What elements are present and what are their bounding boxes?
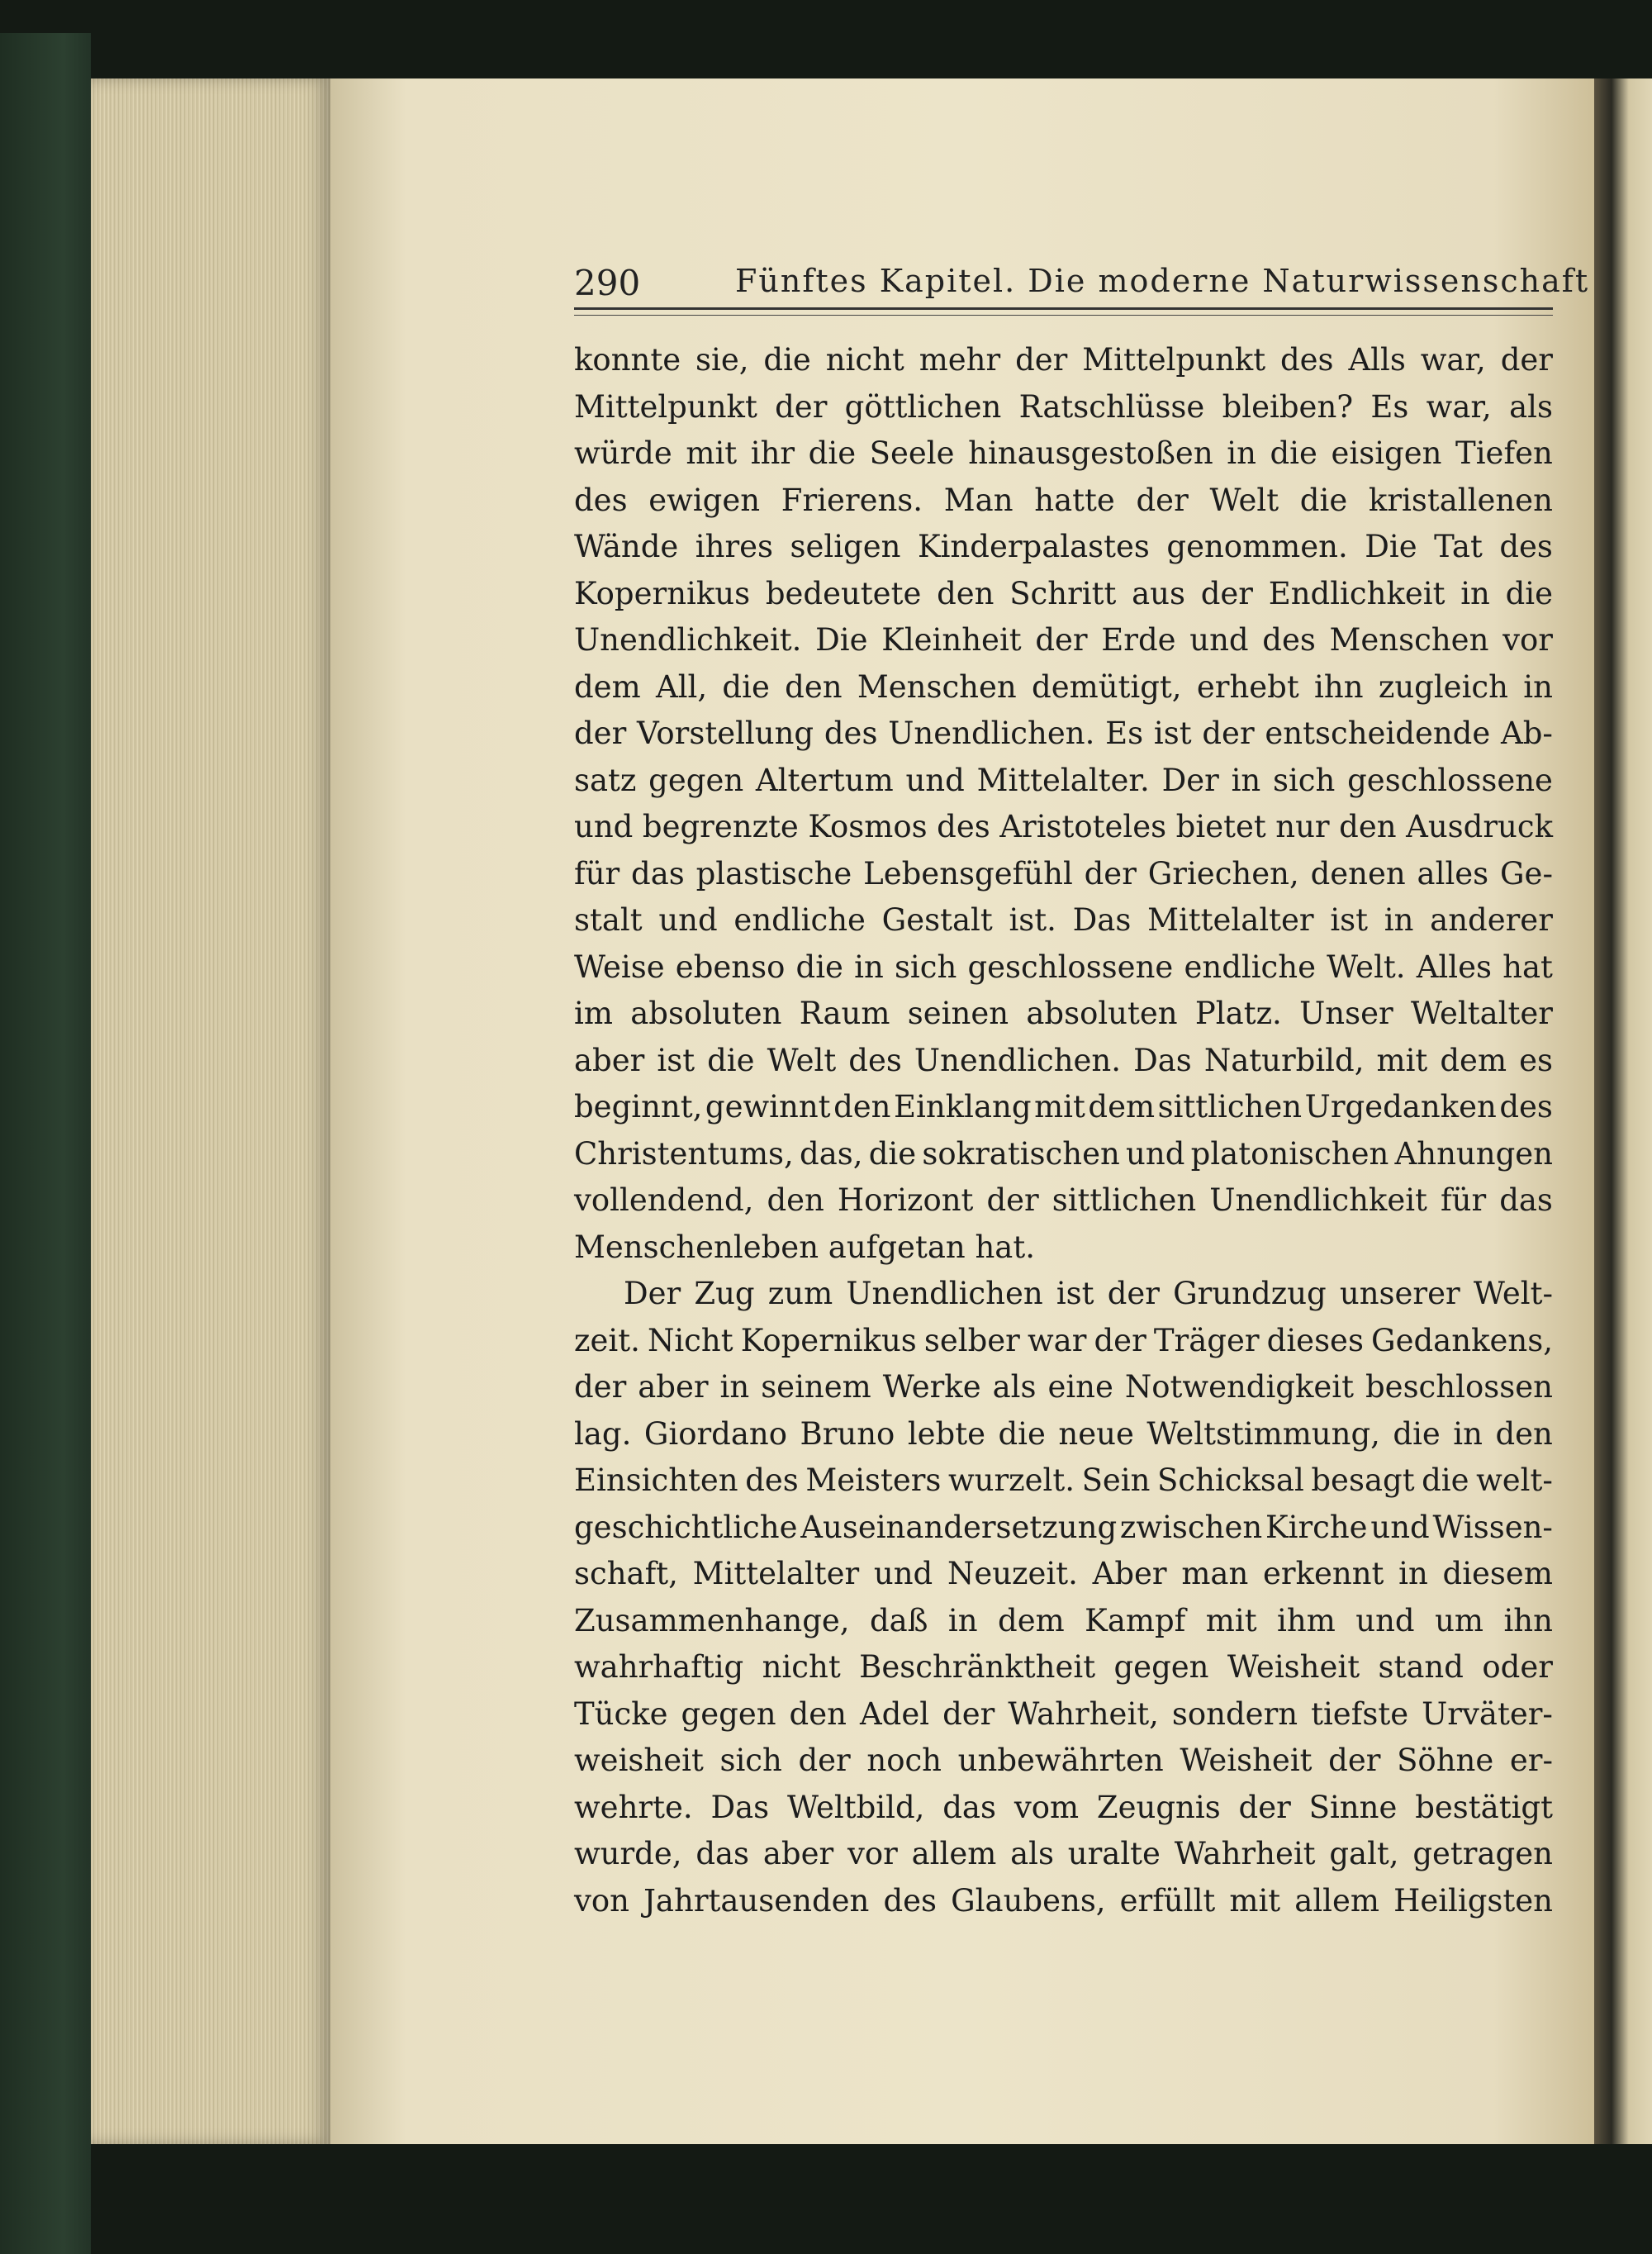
text-line: zeit. Nicht Kopernikus selber war der Träger dieses Gedankens, (574, 1322, 1553, 1358)
text-line: Christentums, das, die sokratischen und platonischen Ahnungen (574, 1135, 1553, 1172)
text-line: und begrenzte Kosmos des Aristoteles bietet nur den Ausdruck (574, 809, 1553, 844)
text-line: vollendend, den Horizont der sittlichen Unendlichkeit für das (574, 1182, 1553, 1218)
text-line: wahrhaftig nicht Beschränktheit gegen Weisheit stand oder (574, 1649, 1553, 1685)
text-line: Zusammenhange, daß in dem Kampf mit ihm und um ihn (574, 1602, 1553, 1638)
header-rule-thin (574, 315, 1553, 316)
facing-page-edge (1594, 78, 1652, 2144)
chapter-title: Fünftes Kapitel. Die moderne Naturwissenschaft (735, 263, 1590, 299)
text-line: lag. Giordano Bruno lebte die neue Weltstimmung, die in den (574, 1415, 1553, 1452)
text-line: im absoluten Raum seinen absoluten Platz. Unser Weltalter (574, 996, 1553, 1031)
text-line: Menschenleben aufgetan hat. (574, 1229, 1035, 1265)
text-line: satz gegen Altertum und Mittelalter. Der in sich geschlossene (574, 762, 1553, 798)
page-number: 290 (574, 263, 641, 303)
body-text (574, 337, 1553, 1924)
text-line: von Jahrtausenden des Glaubens, erfüllt mit allem Heiligsten (574, 1882, 1553, 1919)
text-line: konnte sie, die nicht mehr der Mittelpunkt des Alls war, der (574, 342, 1553, 378)
text-line: dem All, die den Menschen demütigt, erhebt ihn zugleich in (574, 668, 1553, 705)
text-line: wurde, das aber vor allem als uralte Wahrheit galt, getragen (574, 1836, 1553, 1871)
page-stack-edges (91, 78, 330, 2144)
text-line: Einsichten des Meisters wurzelt. Sein Schicksal besagt die welt- (574, 1462, 1553, 1498)
text-line: würde mit ihr die Seele hinausgestoßen in die eisigen Tiefen (574, 435, 1553, 471)
text-line: Mittelpunkt der göttlichen Ratschlüsse bleiben? Es war, als (574, 388, 1553, 425)
text-line: Wände ihres seligen Kinderpalastes genommen. Die Tat des (574, 529, 1553, 564)
text-line: beginnt, gewinnt den Einklang mit dem sittlichen Urgedanken des (574, 1089, 1553, 1125)
text-line: der aber in seinem Werke als eine Notwendigkeit beschlossen (574, 1369, 1553, 1405)
text-line: Tücke gegen den Adel der Wahrheit, sondern tiefste Urväter- (574, 1695, 1553, 1732)
text-line: der Vorstellung des Unendlichen. Es ist der entscheidende Ab- (574, 716, 1553, 751)
text-line: für das plastische Lebensgefühl der Griechen, denen alles Ge- (574, 855, 1553, 892)
text-line: weisheit sich der noch unbewährten Weisheit der Söhne er- (574, 1743, 1553, 1778)
text-line: Weise ebenso die in sich geschlossene endliche Welt. Alles hat (574, 949, 1553, 985)
text-line: des ewigen Frierens. Man hatte der Welt die kristallenen (574, 482, 1553, 518)
text-line: stalt und endliche Gestalt ist. Das Mittelalter ist in anderer (574, 902, 1553, 938)
book-cover-edge (0, 33, 91, 2254)
text-line: Kopernikus bedeutete den Schritt aus der Endlichkeit in die (574, 575, 1553, 611)
header-rule (574, 307, 1553, 310)
running-head (574, 263, 1590, 303)
text-line: schaft, Mittelalter und Neuzeit. Aber man erkennt in diesem (574, 1556, 1553, 1591)
text-line: aber ist die Welt des Unendlichen. Das Naturbild, mit dem es (574, 1042, 1553, 1078)
text-line: geschichtliche Auseinandersetzung zwischen Kirche und Wissen- (574, 1509, 1553, 1545)
text-line: Der Zug zum Unendlichen ist der Grundzug unserer Welt- (624, 1276, 1553, 1311)
text-line: wehrte. Das Weltbild, das vom Zeugnis der Sinne bestätigt (574, 1789, 1553, 1825)
text-line: Unendlichkeit. Die Kleinheit der Erde und des Menschen vor (574, 622, 1553, 658)
